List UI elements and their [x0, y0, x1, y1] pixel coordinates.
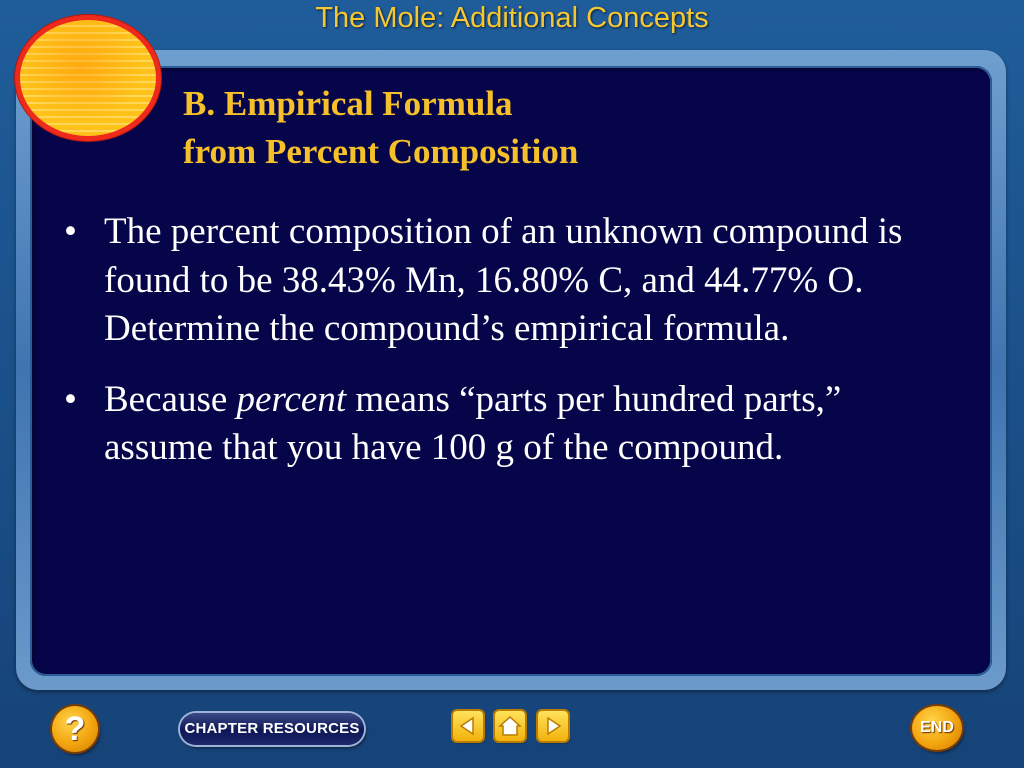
- previous-slide-button[interactable]: [453, 711, 483, 741]
- bullet-text: The percent composition of an unknown compound is found to be 38.43% Mn, 16.80% C, and 44.77% O. Determine the compound’s empirical formula.: [104, 211, 903, 349]
- heading-line-2: from Percent Composition: [183, 132, 579, 171]
- left-triangle-icon: [453, 711, 483, 741]
- sun-logo-icon: [20, 20, 156, 136]
- end-button[interactable]: END: [912, 706, 962, 750]
- next-slide-button[interactable]: [538, 711, 568, 741]
- bullet-text-before: Because: [104, 378, 237, 420]
- bullet-list: [62, 208, 942, 495]
- house-icon: [495, 711, 525, 741]
- bullet-dot-icon: •: [64, 378, 77, 420]
- right-triangle-icon: [538, 711, 568, 741]
- help-button[interactable]: ?: [52, 706, 98, 752]
- heading-line-1: B. Empirical Formula: [183, 84, 513, 123]
- bullet-text-after: means “parts per hundred parts,” assume that you have 100 g of the compound.: [104, 378, 842, 468]
- bullet-item: [62, 376, 942, 473]
- presentation-title: The Mole: Additional Concepts: [315, 2, 709, 34]
- bullet-item: [62, 208, 942, 354]
- bullet-text: [104, 376, 942, 473]
- home-button[interactable]: [495, 711, 525, 741]
- bullet-dot-icon: •: [64, 211, 77, 252]
- chapter-resources-button[interactable]: CHAPTER RESOURCES: [180, 713, 364, 745]
- slide-heading: [183, 80, 578, 176]
- bullet-emphasis: percent: [236, 378, 347, 420]
